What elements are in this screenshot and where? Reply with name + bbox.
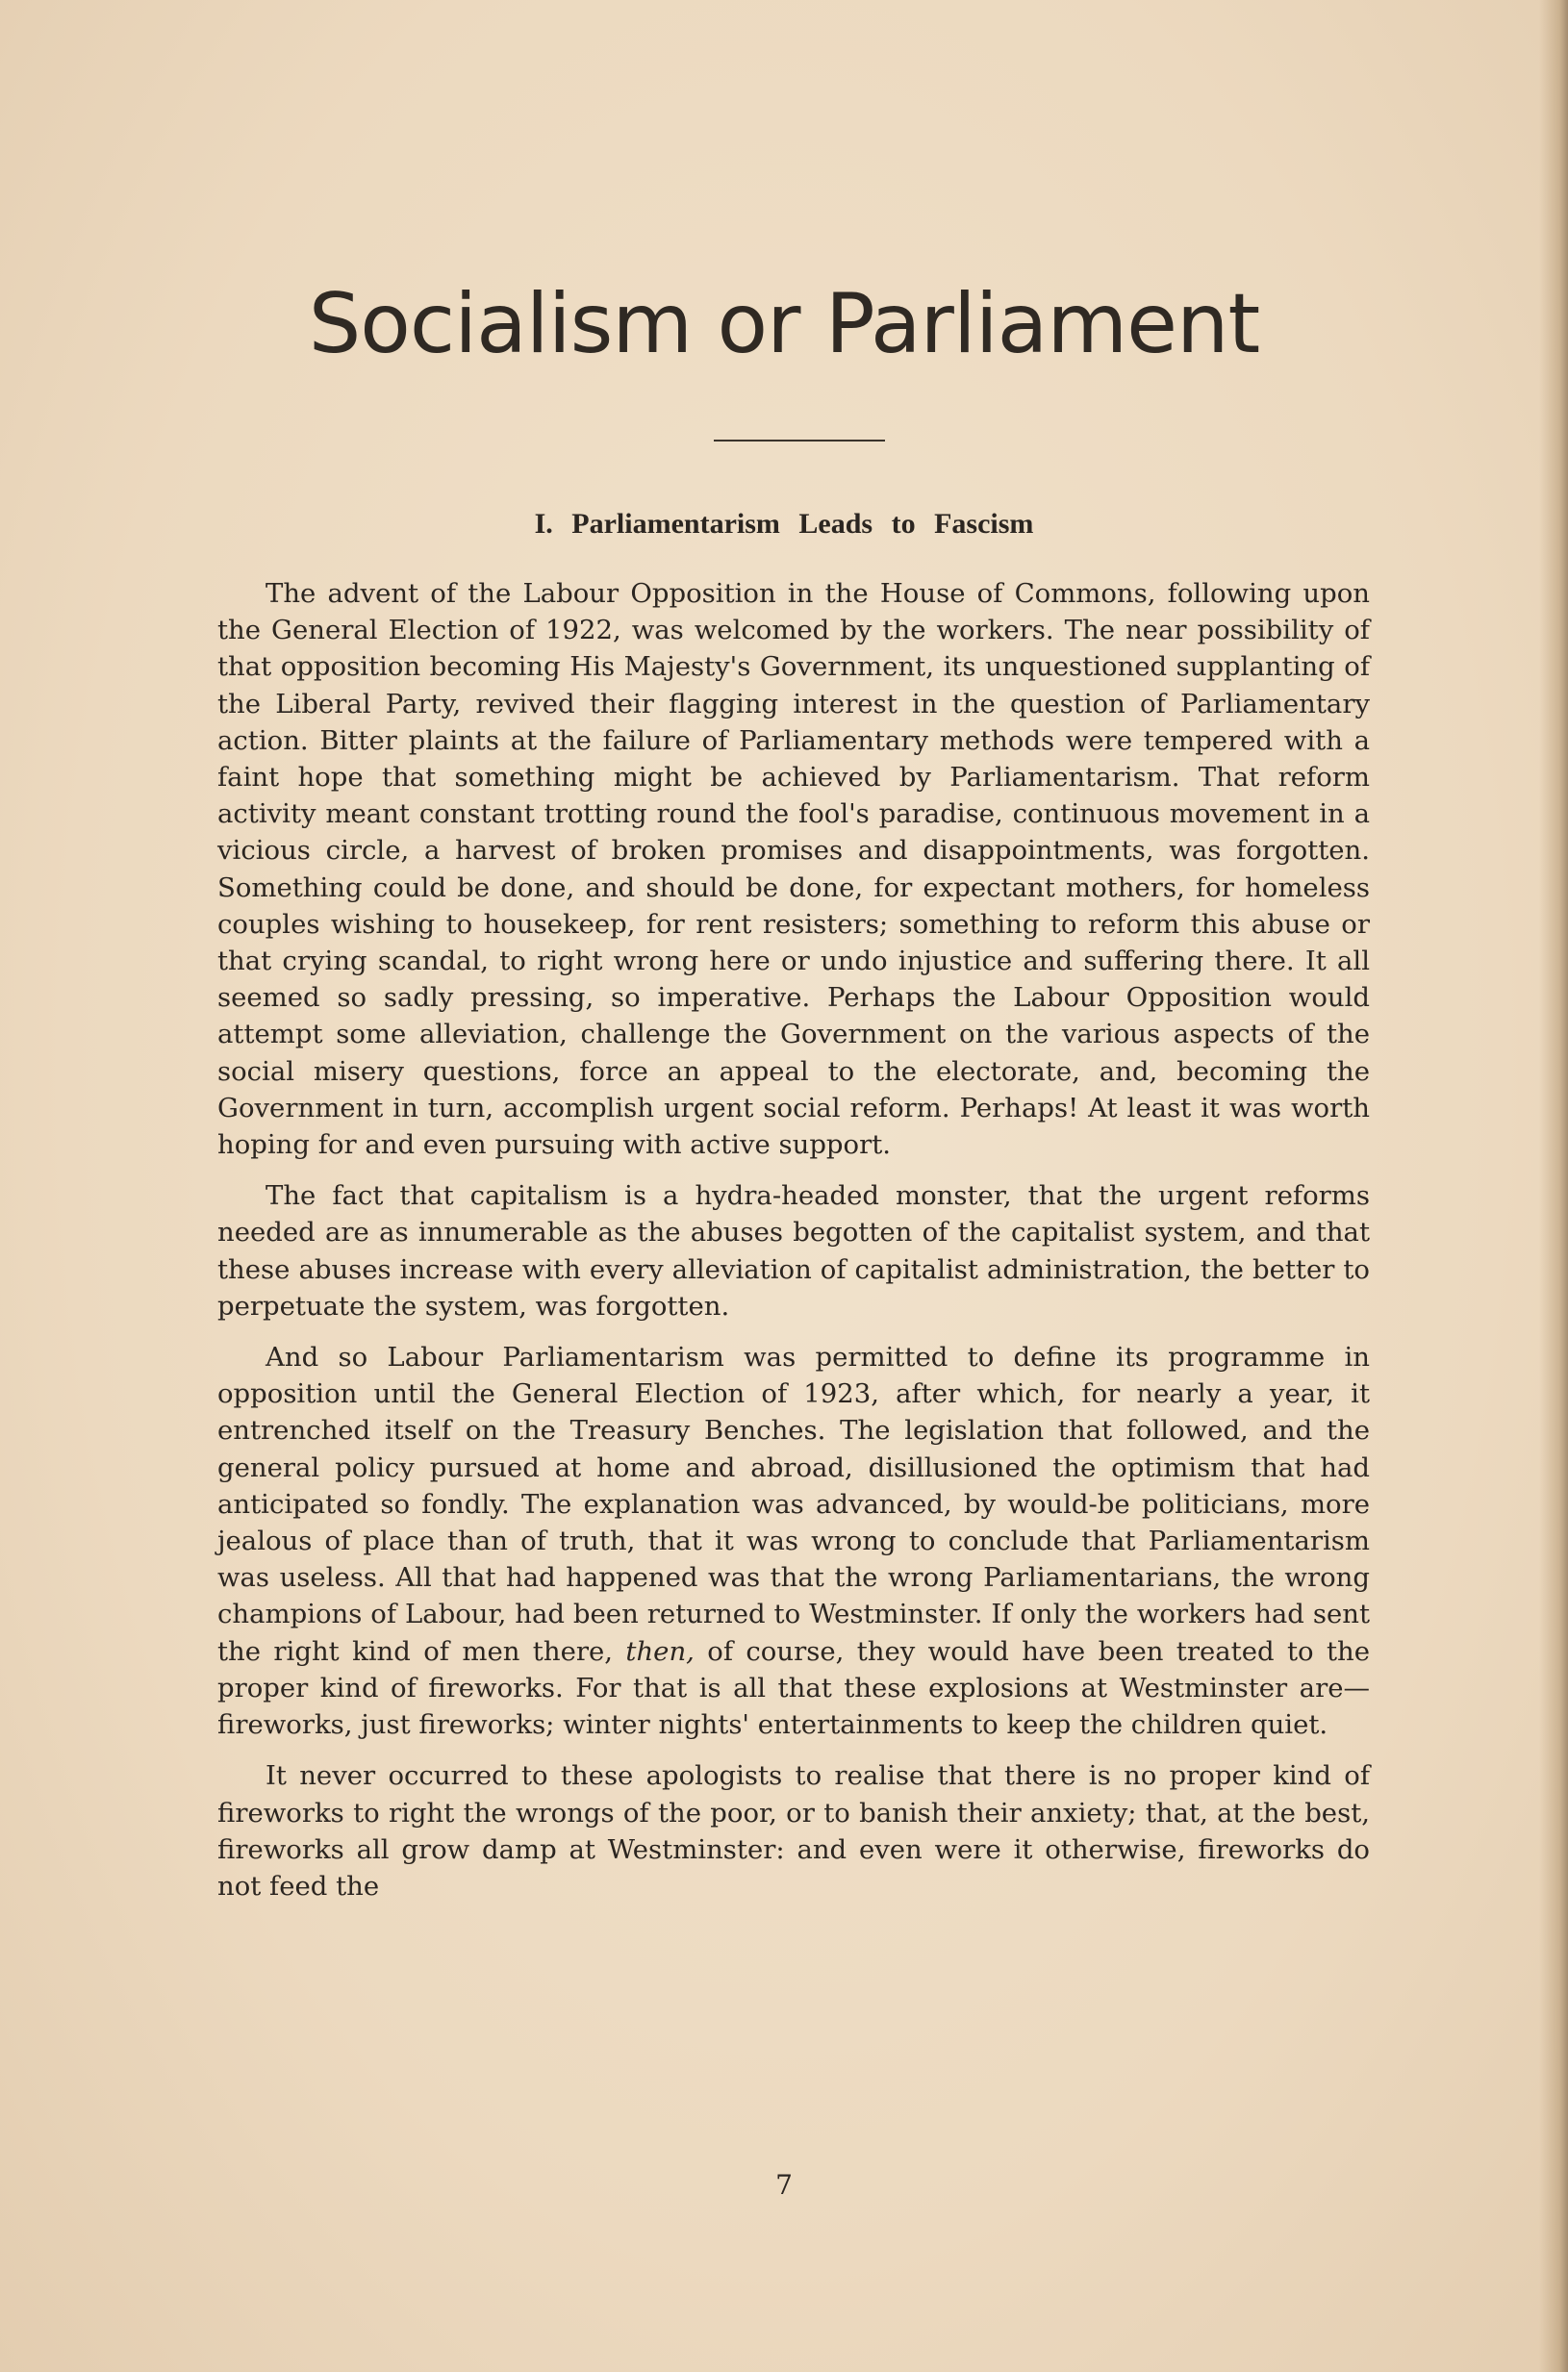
title-divider	[714, 440, 885, 442]
paragraph-3-italic: then,	[625, 1635, 695, 1667]
page-title: Socialism or Parliament	[308, 276, 1260, 372]
section-heading: I. Parliamentarism Leads to Fascism	[534, 508, 1034, 540]
paragraph-3-text: And so Labour Parliamentarism was permitted to define its programme in opposition until the General Election of 1923, after which, for nearly a year, it entrenched itself on the Treasury Benches. The legislation that followed, and the general policy pursued at home and abroad, disillusioned the optimism that had anticipated so fondly. The explanation was advanced, by would-be politicians, more jealous of place than of truth, that it was wrong to conclude that Parliamentarism was useless. All that had happened was that the wrong Parliamentarians, the wrong champions of Labour, had been returned to Westminster. If only the workers had sent the right kind of men there,	[217, 1342, 1370, 1667]
paragraph-2: The fact that capitalism is a hydra-headed monster, that the urgent reforms needed are as innumerable as the abuses begotten of the capitalist system, and that these abuses increase with every alleviation of capitalist administration, the better to perpetuate the system, was forgotten.	[217, 1180, 1370, 1322]
body-text	[217, 575, 1370, 1919]
paragraph-3	[217, 1339, 1370, 1743]
paragraph-3-tail: of course, they would have been treated to the proper kind of fireworks. For that is all that these explosions at Westminster are—fireworks, just fireworks; winter nights' entertainments to keep the children quiet.	[217, 1635, 1371, 1741]
paragraph-4: It never occurred to these apologists to realise that there is no proper kind of fireworks to right the wrongs of the poor, or to banish their anxiety; that, at the best, fireworks all grow damp at Westminster: and even were it otherwise, fireworks do not feed the	[217, 1760, 1370, 1902]
paragraph-1: The advent of the Labour Opposition in the House of Commons, following upon the General Election of 1922, was welcomed by the workers. The near possibility of that opposition becoming His Majesty's Government, its unquestioned supplanting of the Liberal Party, revived their flagging interest in the question of Parliamentary action. Bitter plaints at the failure of Parliamentary methods were tempered with a faint hope that something might be achieved by Parliamentarism. That reform activity meant constant trotting round the fool's paradise, continuous movement in a vicious circle, a harvest of broken promises and disappointments, was forgotten. Something could be done, and should be done, for expectant mothers, for homeless couples wishing to housekeep, for rent resisters; something to reform this abuse or that crying scandal, to right wrong here or undo injustice and suffering there. It all seemed so sadly pressing, so imperative. Perhaps the Labour Opposition would attempt some alleviation, challenge the Government on the various aspects of the social misery questions, force an appeal to the electorate, and, becoming the Government in turn, accomplish urgent social reform. Perhaps! At least it was worth hoping for and even pursuing with active support.	[217, 578, 1370, 1161]
page-number: 7	[775, 2169, 793, 2201]
